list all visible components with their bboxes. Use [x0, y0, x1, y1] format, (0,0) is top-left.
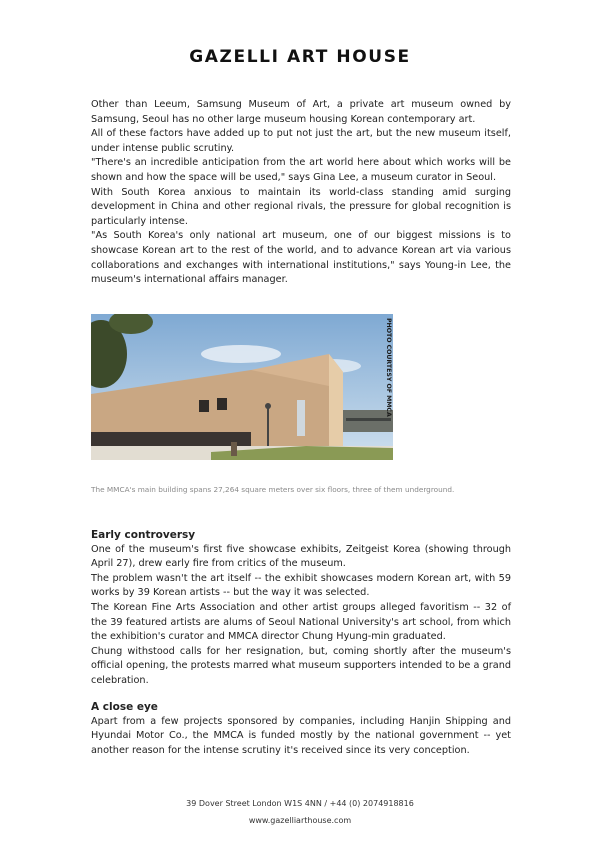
footer-website: www.gazelliarthouse.com: [248, 816, 352, 825]
museum-photo: [91, 314, 393, 460]
paragraph: "There's an incredible anticipation from the art world here about which works will be shown and how the space will be used," says Gina Lee, a museum curator in Seoul.: [91, 157, 511, 183]
paragraph: One of the museum's first five showcase exhibits, Zeitgeist Korea (showing through April 27), drew early fire from critics of the museum.: [91, 543, 511, 570]
brand-title: GAZELLI ART HOUSE: [189, 47, 411, 67]
paragraph: Chung withstood calls for her resignation, but, coming shortly after the museum's official opening, the protests marred what museum supporters intended to be a grand celebration.: [91, 645, 511, 686]
section-heading: Early controversy: [91, 529, 196, 541]
section-early-controversy: [91, 528, 511, 689]
footer-address: 39 Dover Street London W1S 4NN / +44 (0) 2074918816: [186, 799, 414, 808]
paragraph: Other than Leeum, Samsung Museum of Art, a private art museum owned by Samsung, Seoul has no other large museum housing Korean contemporary art.: [91, 99, 511, 125]
museum-building-image: [91, 314, 393, 460]
section-heading: A close eye: [91, 701, 158, 713]
paragraph: The Korean Fine Arts Association and other artist groups alleged favoritism -- 32 of the 39 featured artists are alums of Seoul National University's art school, from which the exhibition's curator and MMCA director Chung Hyung-min graduated.: [91, 601, 511, 643]
photo-credit-vertical: PHOTO COURTESY OF MMCA: [385, 318, 392, 417]
photo-caption: The MMCA's main building spans 27,264 square meters over six floors, three of them underground.: [91, 485, 455, 494]
section-a-close-eye: [91, 700, 511, 758]
paragraph: All of these factors have added up to put not just the art, but the new museum itself, under intense public scrutiny.: [91, 128, 511, 154]
paragraph: Apart from a few projects sponsored by companies, including Hanjin Shipping and Hyundai Motor Co., the MMCA is funded mostly by the national government -- yet another reason for the intense scrutiny it's received since its very conception.: [91, 715, 511, 756]
paragraph: The problem wasn't the art itself -- the exhibit showcases modern Korean art, with 59 works by 39 Korean artists -- but the way it was selected.: [91, 572, 511, 599]
intro-text: [91, 98, 511, 288]
paragraph: "As South Korea's only national art museum, one of our biggest missions is to showcase Korean art to the rest of the world, and to advance Korean art via various collaborations and exchanges with international institutions," says Young-in Lee, the museum's international affairs manager.: [91, 230, 511, 286]
paragraph: With South Korea anxious to maintain its world-class standing amid surging development in China and other regional rivals, the pressure for global recognition is particularly intense.: [91, 186, 511, 227]
